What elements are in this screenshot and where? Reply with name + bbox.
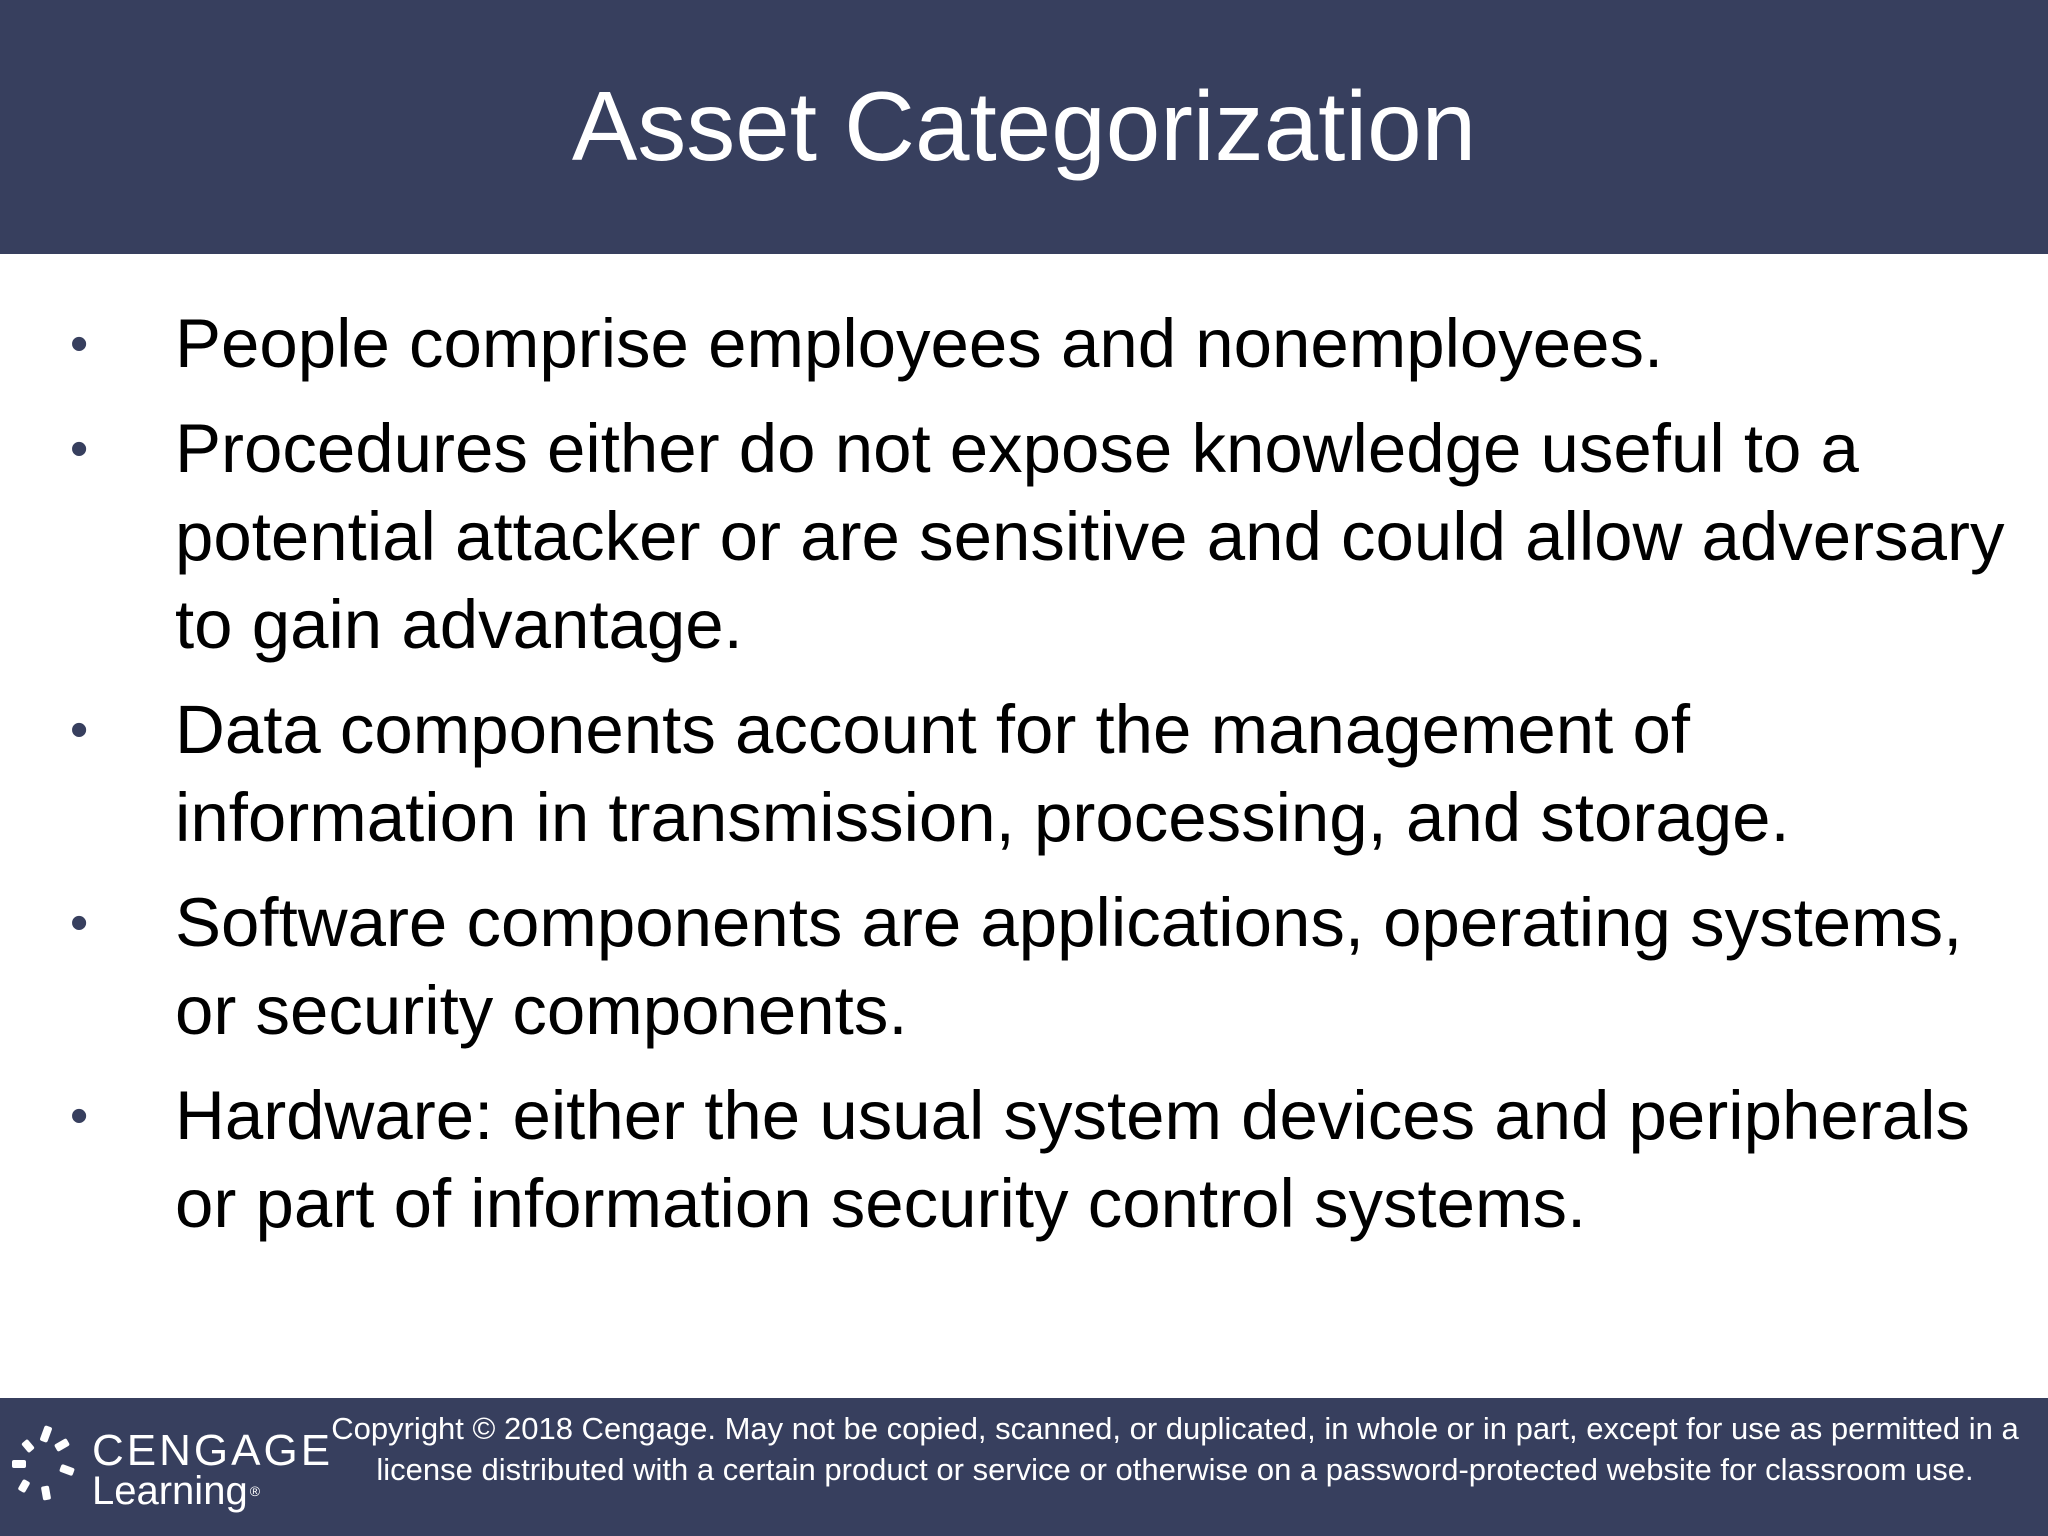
registered-mark: ® bbox=[249, 1483, 261, 1499]
bullet-marker: • bbox=[70, 315, 89, 373]
bullet-item-data bbox=[0, 686, 2048, 862]
bullet-item-software bbox=[0, 879, 2048, 1055]
bullet-marker: • bbox=[70, 420, 89, 478]
bullet-text: People comprise employees and nonemployees. bbox=[175, 305, 1664, 382]
bullet-list bbox=[0, 300, 2048, 1265]
copyright-notice: Copyright © 2018 Cengage. May not be copied, scanned, or duplicated, in whole or in part, except for use as permitted in a license distributed with a certain product or service or otherwise on a password-protected website for classroom use. bbox=[331, 1411, 2019, 1487]
logo-learning-text: Learning bbox=[92, 1469, 248, 1513]
bullet-item-procedures bbox=[0, 405, 2048, 669]
cengage-logo bbox=[6, 1422, 334, 1522]
slide-header bbox=[0, 0, 2048, 254]
bullet-item-hardware bbox=[0, 1072, 2048, 1248]
bullet-text: Data components account for the management of information in transmission, processing, and storage. bbox=[175, 691, 1790, 856]
bullet-marker: • bbox=[70, 1087, 89, 1145]
bullet-marker: • bbox=[70, 894, 89, 952]
bullet-text: Procedures either do not expose knowledge useful to a potential attacker or are sensitive and could allow adversary to gain advantage. bbox=[175, 410, 2005, 663]
logo-word-learning bbox=[92, 1468, 260, 1514]
bullet-marker: • bbox=[70, 701, 89, 759]
slide-title: Asset Categorization bbox=[571, 71, 1477, 181]
logo-word-cengage: CENGAGE bbox=[92, 1426, 334, 1475]
bullet-text: Software components are applications, operating systems, or security components. bbox=[175, 884, 1963, 1049]
bullet-text: Hardware: either the usual system devices and peripherals or part of information security control systems. bbox=[175, 1077, 1970, 1242]
slide-footer bbox=[0, 1398, 2048, 1536]
cengage-starburst-icon bbox=[6, 1422, 86, 1512]
bullet-item-people bbox=[0, 300, 2048, 388]
